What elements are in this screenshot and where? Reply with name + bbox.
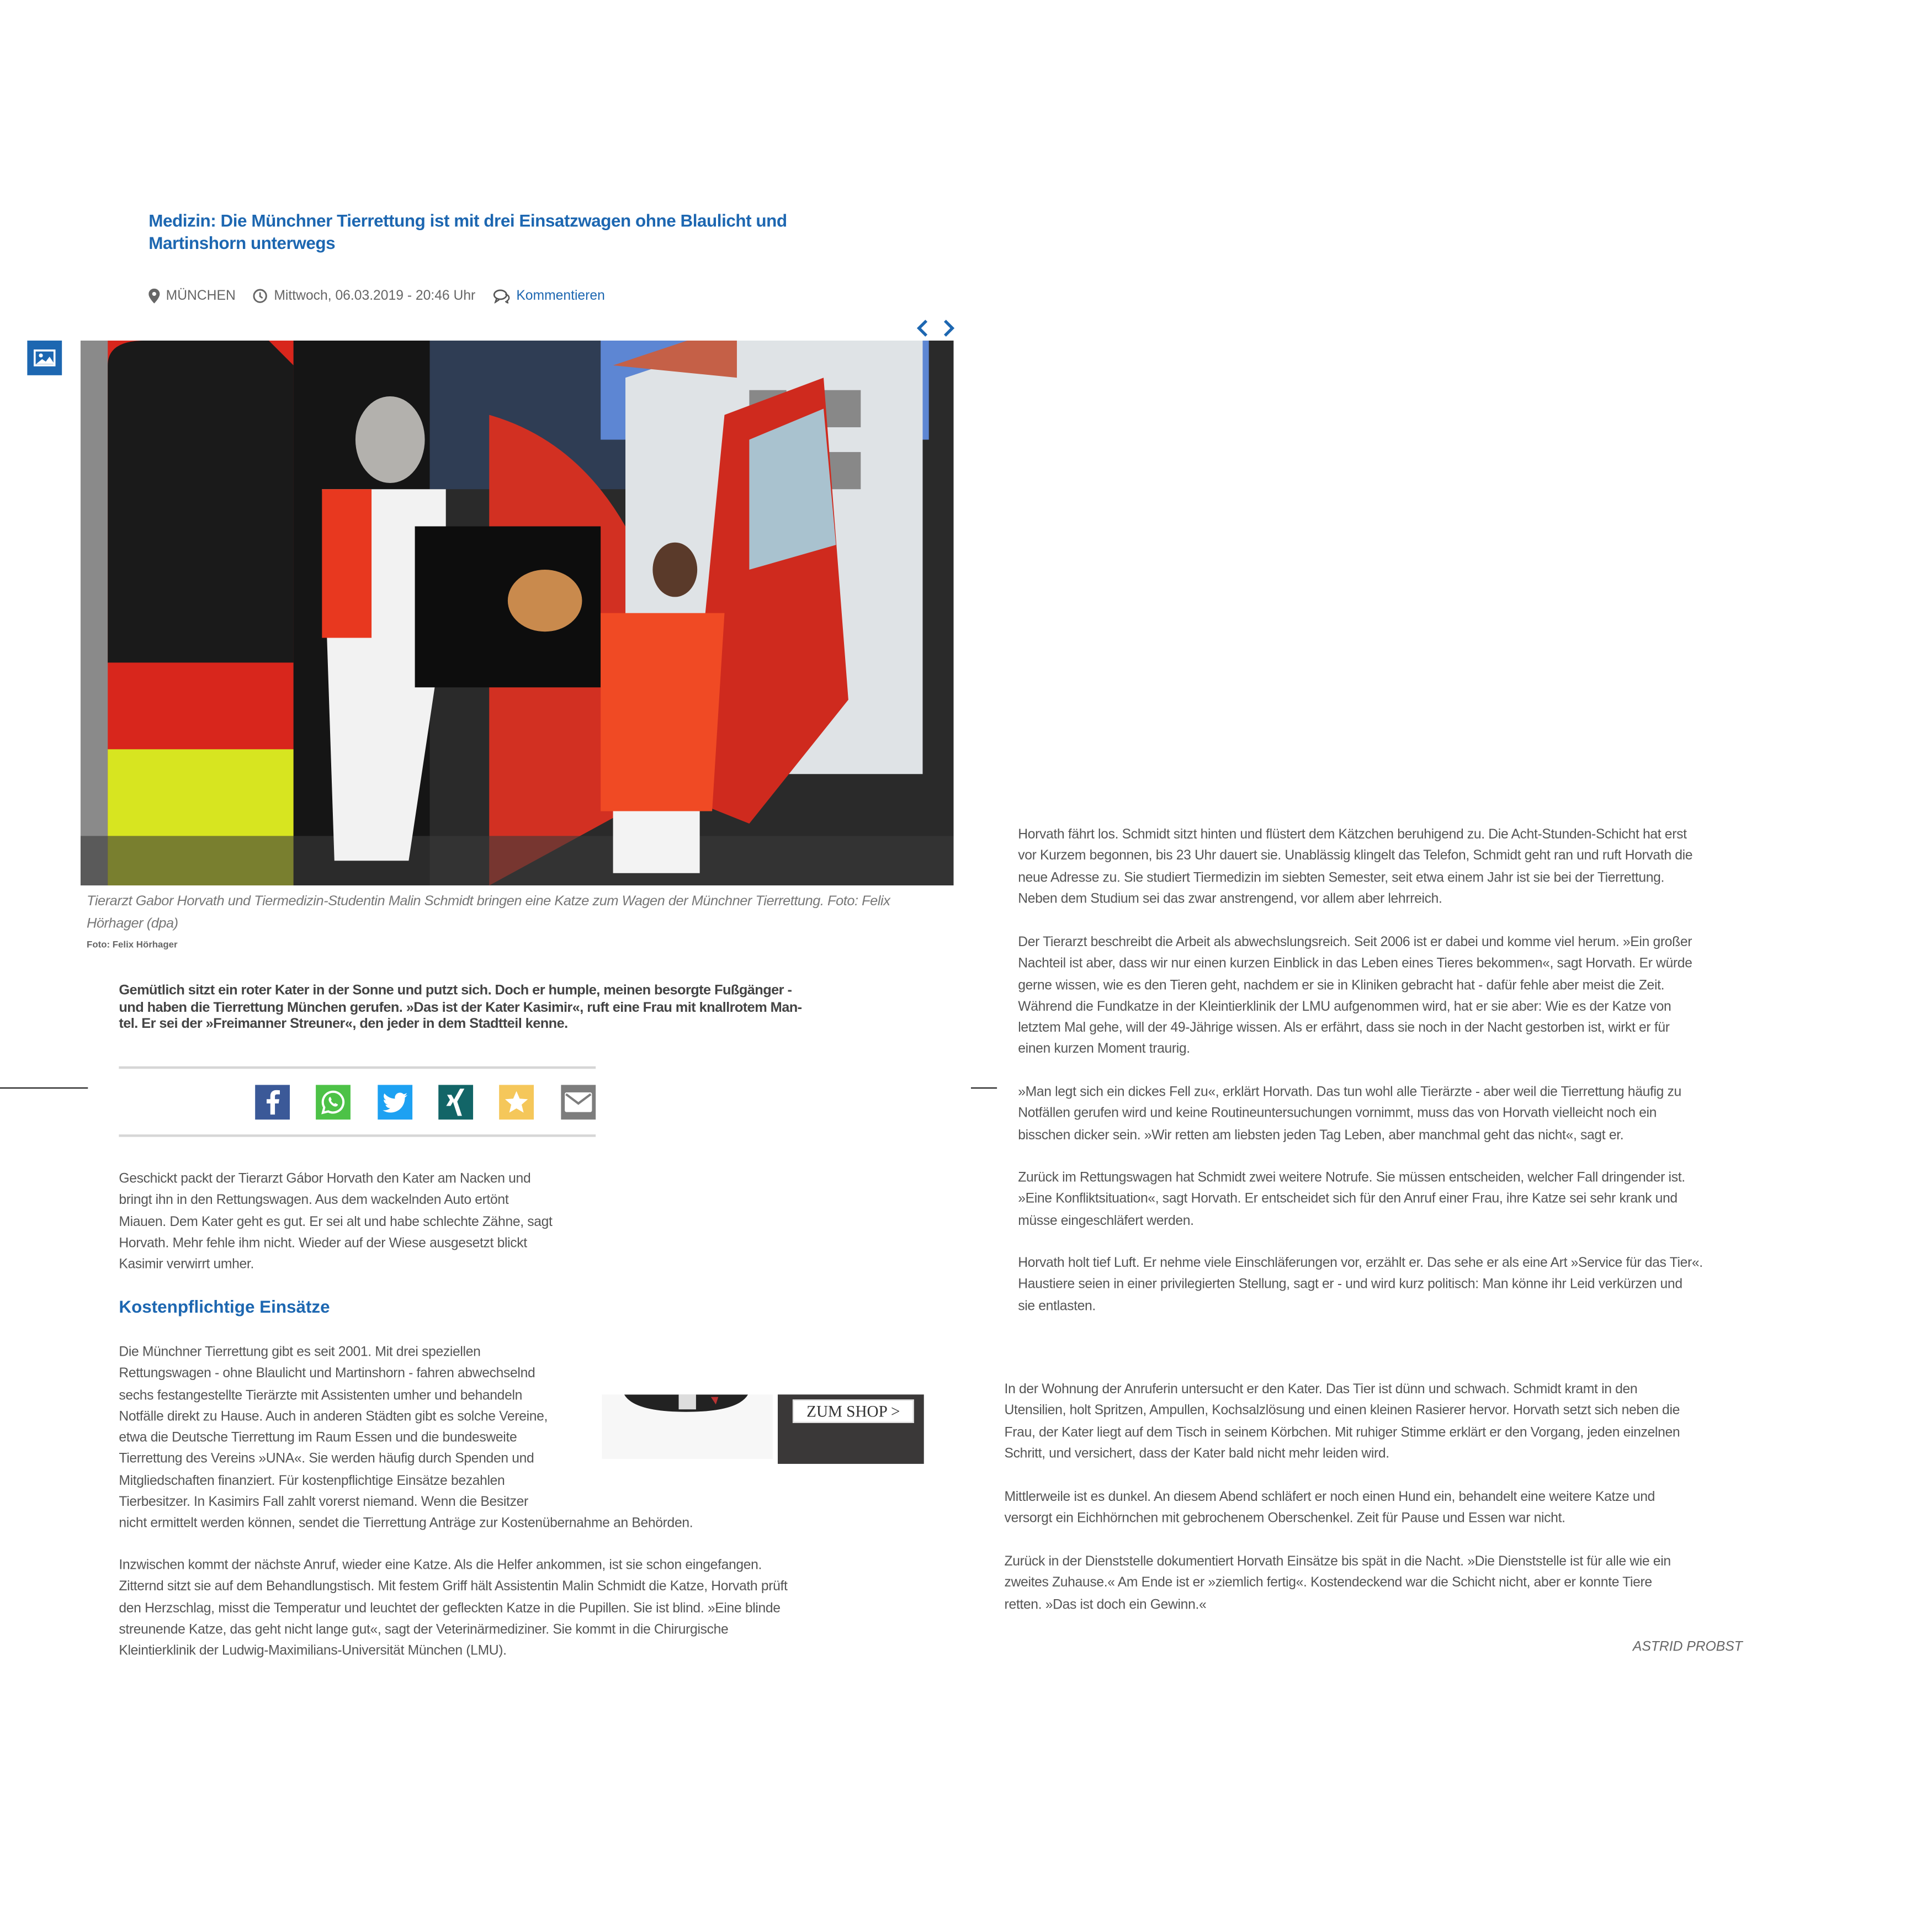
text-line: Tierarzt Gabor Horvath und Tiermedizin-Studentin Malin Schmidt bringen eine Katze zum Wagen der Münchner Tierrettung. Foto: Felix — [87, 894, 890, 909]
text-line: den Herzschlag, misst die Temperatur und leuchtet der gefleckten Katze in die Pupillen. Sie ist blind. »Eine blinde — [119, 1601, 781, 1616]
text-line: »Eine Konfliktsituation«, sagt Horvath. Er entscheidet sich für den Anruf einer Frau, ihre Katze sei sehr krank und — [1018, 1192, 1678, 1207]
text-line: Horvath holt tief Luft. Er nehme viele Einschläferungen vor, erzählt er. Das sehe er als eine Art »Service für das Tier«. — [1018, 1256, 1703, 1271]
text-line: Horvath. Mehr fehle ihm nicht. Wieder auf der Wiese ausgesetzt blickt — [119, 1235, 527, 1251]
whatsapp-icon — [321, 1090, 346, 1114]
comments-icon — [493, 289, 510, 304]
text-line: Frau, der Kater liegt auf dem Tisch in seinem Körbchen. Mit ruhiger Stimme erklärt er den Vorgang, jeden einzelnen — [1004, 1425, 1680, 1440]
text-line: Kasimir verwirrt umher. — [119, 1257, 254, 1272]
divider — [119, 1134, 596, 1136]
text-line: Tierrettung des Vereins »UNA«. Sie werden häufig durch Spenden und — [119, 1452, 534, 1467]
text-line: vor Kurzem begonnen, bis 23 Uhr dauert sie. Unablässig klingelt das Telefon, Schmidt geht ran und ruft Horvath die — [1018, 848, 1693, 864]
text-line: sechs festangestellte Tierärzte mit Assistenten umher und behandeln — [119, 1388, 523, 1403]
body-paragraph — [1005, 1379, 1680, 1465]
text-line: versorgt ein Eichhörnchen mit gebrochenem Oberschenkel. Zeit für Pause und Essen war nicht. — [1004, 1511, 1565, 1526]
text-line: neue Adresse zu. Sie studiert Tiermedizin im siebten Semester, seit etwa einem Jahr ist sie bei der Tierrettung. — [1018, 870, 1665, 885]
text-line: Der Tierarzt beschreibt die Arbeit als abwechslungsreich. Seit 2006 ist er dabei und komme viel herum. »Ein großer — [1018, 935, 1692, 950]
text-line: Miauen. Dem Kater geht es gut. Er sei alt und habe schlechte Zähne, sagt — [119, 1214, 553, 1229]
text-line: einen kurzen Moment traurig. — [1018, 1042, 1190, 1057]
text-line: »Man legt sich ein dickes Fell zu«, erklärt Horvath. Das tun wohl alle Tierärzte - aber weil die Tierrettung häufig zu — [1018, 1085, 1681, 1100]
body-paragraph — [1005, 1552, 1671, 1616]
article-title: Medizin: Die Münchner Tierrettung ist mit drei Einsatzwagen ohne Blaulicht und Martinshorn unterwegs — [148, 210, 787, 252]
comment-link[interactable] — [493, 289, 605, 304]
text-line: Geschickt packt der Tierarzt Gábor Horvath den Kater am Nacken und — [119, 1171, 531, 1187]
text-line: retten. »Das ist doch ein Gewinn.« — [1004, 1597, 1207, 1612]
text-line: Mitgliedschaften finanziert. Für kostenpflichtige Einsätze bezahlen — [119, 1473, 505, 1489]
twitter-icon — [383, 1092, 407, 1113]
text-line: Hörhager (dpa) — [87, 916, 178, 931]
text-line: und haben die Tierrettung München gerufen. »Das ist der Kater Kasimir«, ruft eine Frau mit knallrotem Man- — [119, 1000, 802, 1015]
body-paragraph — [119, 1169, 552, 1276]
clock-icon — [253, 289, 268, 304]
advertisement[interactable] — [602, 1394, 923, 1464]
divider — [119, 1066, 596, 1068]
facebook-icon — [265, 1090, 280, 1114]
article-photo — [81, 341, 954, 885]
text-line: bringt ihn in den Rettungswagen. Aus dem wackelnden Auto ertönt — [119, 1193, 509, 1208]
text-line: Die Münchner Tierrettung gibt es seit 2001. Mit drei speziellen — [119, 1345, 481, 1360]
location — [148, 289, 236, 304]
body-paragraph — [1018, 1082, 1681, 1147]
bookmark-button[interactable] — [499, 1085, 534, 1119]
divider-mark — [0, 1087, 88, 1089]
text-line: Schritt, und versichert, dass der Kater bald nicht mehr leiden wird. — [1004, 1446, 1389, 1462]
gallery-next-icon[interactable] — [940, 317, 957, 339]
xing-icon — [446, 1089, 466, 1116]
text-line: Notfälle direkt zu Hause. Auch in anderen Städten gibt es solche Vereine, — [119, 1409, 548, 1424]
ad-shop-panel[interactable] — [778, 1394, 924, 1464]
date-label: Mittwoch, 06.03.2019 - 20:46 Uhr — [274, 288, 476, 304]
email-icon — [565, 1092, 592, 1112]
map-pin-icon — [148, 289, 160, 304]
comment-label: Kommentieren — [516, 288, 605, 304]
body-paragraph — [1018, 1254, 1703, 1318]
text-line: gerne wissen, wie es den Tieren geht, nachdem er sie in Kliniken gebracht hat - dafür fehle aber meist die Zeit. — [1018, 978, 1665, 993]
shop-button[interactable]: ZUM SHOP > — [793, 1399, 914, 1423]
body-paragraph — [1005, 1488, 1655, 1531]
gallery-prev-icon[interactable] — [914, 317, 931, 339]
text-line: Haustiere seien in einer privilegierten Stellung, sagt er - und wird kurz politisch: Man könne ihr Leid verkürzen und — [1018, 1277, 1682, 1292]
text-line: Mittlerweile ist es dunkel. An diesem Abend schläfert er noch einen Hund ein, behandelt eine weitere Katze und — [1004, 1490, 1655, 1505]
text-line: Utensilien, holt Spritzen, Ampullen, Kochsalzlösung und einen kleinen Rasierer hervor. Horvath setzt sich neben die — [1004, 1403, 1680, 1419]
text-line: zweites Zuhause.« Am Ende ist er »ziemlich fertig«. Kostendeckend war die Schicht nicht, aber er konnte Tiere — [1004, 1575, 1652, 1591]
text-line: Tierbesitzer. In Kasimirs Fall zahlt vorerst niemand. Wenn die Besitzer — [119, 1495, 528, 1510]
text-line: letztem Mal gehe, will der 49-Jährige wissen. Als er erfährt, dass sie noch in der Nacht gestorben ist, wirkt er für — [1018, 1021, 1670, 1036]
bookmark-star-icon — [504, 1090, 529, 1114]
text-line: Inzwischen kommt der nächste Anruf, wieder eine Katze. Als die Helfer ankommen, ist sie schon eingefangen. — [119, 1558, 762, 1573]
text-line: Neben dem Studium sei das zwar anstrengend, vor allem aber lehrreich. — [1018, 891, 1442, 907]
location-label: MÜNCHEN — [166, 288, 236, 304]
text-line: sie entlasten. — [1018, 1298, 1096, 1314]
ad-product-image — [602, 1394, 773, 1459]
photo-credit: Foto: Felix Hörhager — [87, 938, 178, 950]
divider-mark — [971, 1087, 997, 1089]
body-paragraph — [119, 1556, 787, 1663]
text-line: Notfällen gerufen wird und keine Routineuntersuchungen vornimmt, muss das von Horvath vielleicht noch ein — [1018, 1106, 1657, 1122]
text-line: Nachteil ist aber, dass wir nur einen kurzen Einblick in das Leben eines Tieres bekommen«, sagt Horvath. Er würde — [1018, 956, 1692, 972]
article-lead — [119, 983, 802, 1033]
share-twitter-button[interactable] — [378, 1085, 412, 1119]
text-line: etwa die Deutsche Tierrettung im Raum Essen und die bundesweite — [119, 1430, 517, 1446]
text-line: tel. Er sei der »Freimanner Streuner«, den jeder in dem Stadtteil kenne. — [119, 1017, 568, 1032]
author-byline: ASTRID PROBST — [1632, 1639, 1743, 1655]
photo-caption — [87, 891, 954, 935]
text-line: Gemütlich sitzt ein roter Kater in der Sonne und putzt sich. Doch er humple, meinen besorgte Fußgänger - — [119, 983, 792, 999]
section-heading: Kostenpflichtige Einsätze — [119, 1297, 330, 1317]
photo-illustration — [81, 341, 954, 885]
text-line: streunende Katze, das geht nicht lange gut«, sagt der Veterinärmediziner. Sie kommt in die Chirurgische — [119, 1622, 729, 1637]
text-line: nicht ermittelt werden können, sendet die Tierrettung Anträge zur Kostenübernahme an Behörden. — [119, 1516, 693, 1531]
text-line: Rettungswagen - ohne Blaulicht und Martinshorn - fahren abwechselnd — [119, 1366, 535, 1382]
image-icon — [34, 349, 56, 367]
body-paragraph — [1018, 1168, 1685, 1232]
share-facebook-button[interactable] — [255, 1085, 290, 1119]
text-line: Zitternd sitzt sie auf dem Behandlungstisch. Mit festem Griff hält Assistentin Malin Schmidt die Katze, Horvath prüft — [119, 1579, 788, 1595]
body-paragraph — [1018, 932, 1692, 1061]
article-meta — [148, 286, 622, 306]
text-line: Zurück im Rettungswagen hat Schmidt zwei weitere Notrufe. Sie müssen entscheiden, welcher Fall dringender ist. — [1018, 1170, 1685, 1186]
text-line: Horvath fährt los. Schmidt sitzt hinten und flüstert dem Kätzchen beruhigend zu. Die Acht-Stunden-Schicht hat erst — [1018, 827, 1687, 842]
text-line: bisschen dicker sein. »Wir retten am liebsten jeden Tag Leben, aber manchmal geht das nicht«, sagt er. — [1018, 1128, 1624, 1143]
share-whatsapp-button[interactable] — [316, 1085, 351, 1119]
publish-date — [253, 289, 475, 304]
text-line: Während die Fundkatze in der Kleintierklinik der LMU aufgenommen wird, hat er sie aber: Wie es der Katze von — [1018, 999, 1671, 1015]
body-paragraph — [1018, 825, 1692, 910]
text-line: Zurück in der Dienststelle dokumentiert Horvath Einsätze bis spät in die Nacht. »Die Dienststelle ist für alle wie ein — [1004, 1554, 1671, 1569]
share-xing-button[interactable] — [438, 1085, 473, 1119]
share-email-button[interactable] — [561, 1085, 596, 1119]
text-line: Kleintierklinik der Ludwig-Maximilians-Universität München (LMU). — [119, 1643, 507, 1659]
text-line: müsse eingeschläfert werden. — [1018, 1213, 1194, 1228]
text-line: In der Wohnung der Anruferin untersucht er den Kater. Das Tier ist dünn und schwach. Schmidt kramt in den — [1004, 1382, 1638, 1397]
gallery-button[interactable] — [27, 341, 62, 375]
